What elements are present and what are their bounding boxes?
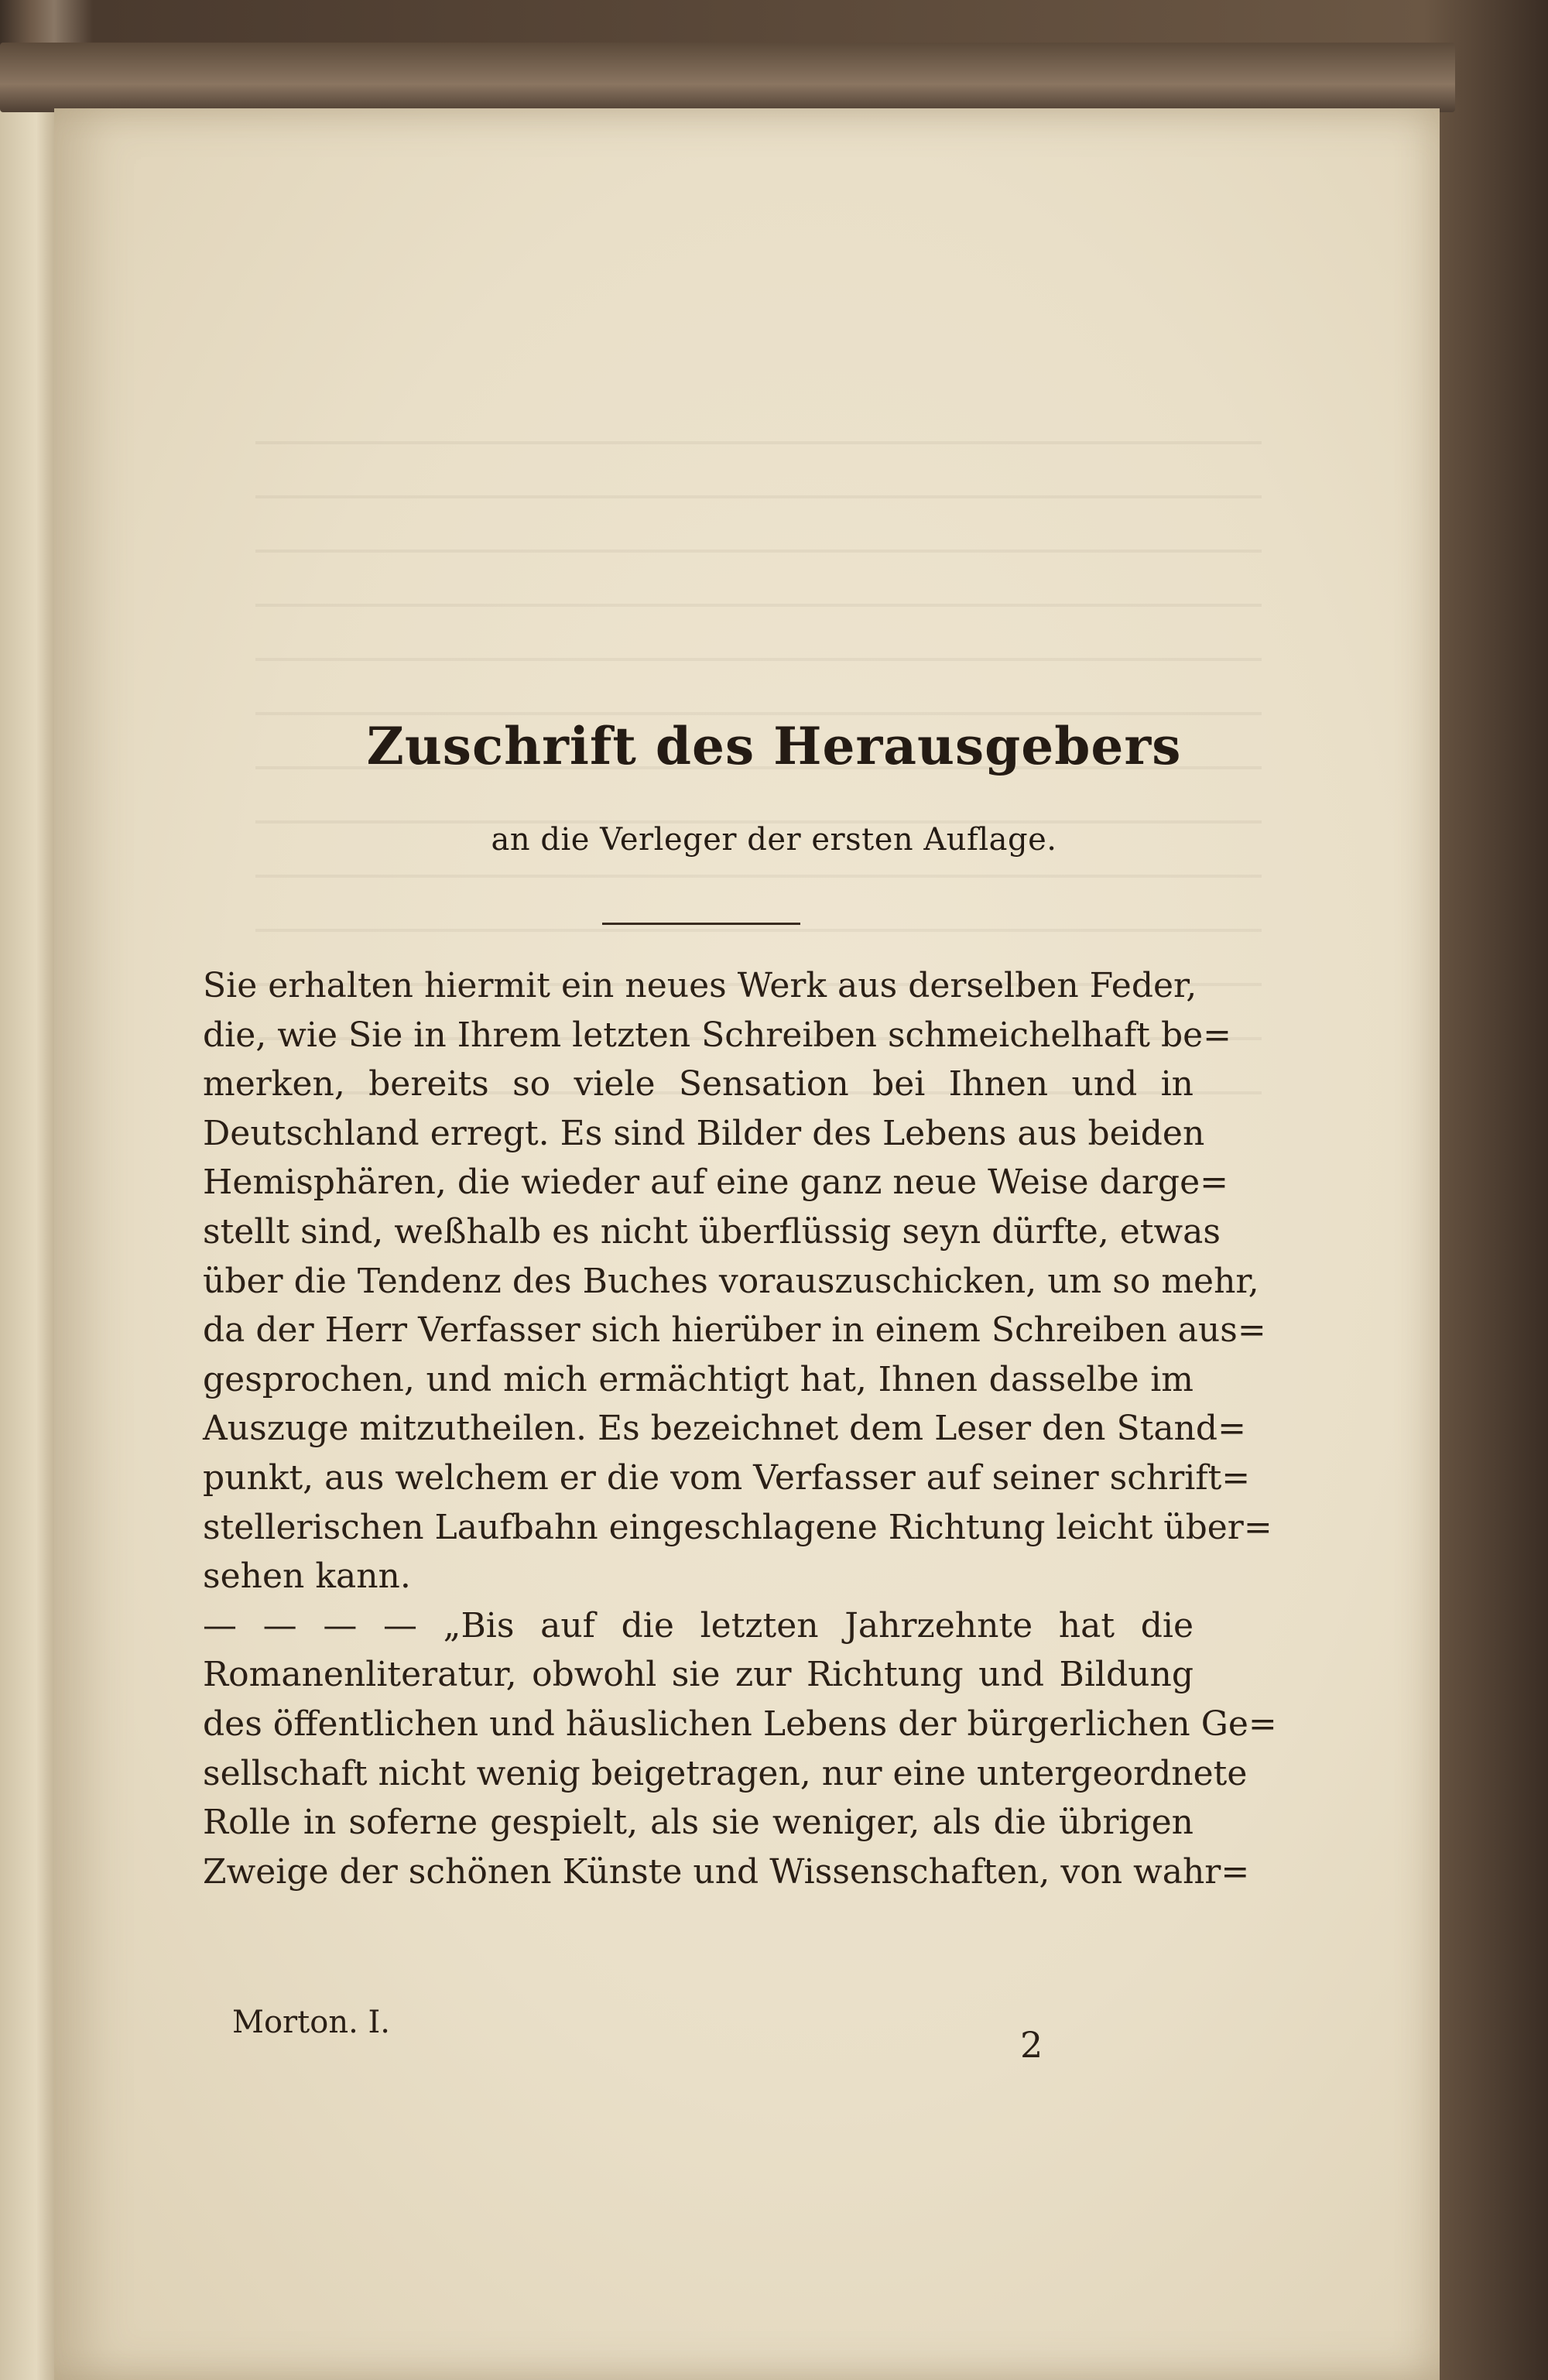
text-line: über die Tendenz des Buches vorauszuschicken, um so mehr,	[203, 1261, 1259, 1301]
book-binding-top	[0, 43, 1455, 112]
text-line: Rolle in soferne gespielt, als sie weniger, als die übrigen	[203, 1803, 1194, 1843]
page-number: 2	[1020, 2024, 1043, 2066]
text-line: — — — — „Bis auf die letzten Jahrzehnte hat die	[203, 1605, 1194, 1645]
text-line: des öffentlichen und häuslichen Lebens der bürgerlichen Ge=	[203, 1704, 1277, 1744]
page-title: Zuschrift des Herausgebers	[366, 716, 1182, 776]
text-line: stellerischen Laufbahn eingeschlagene Richtung leicht über=	[203, 1507, 1272, 1547]
text-line: stellt sind, weßhalb es nicht überflüssig seyn dürfte, etwas	[203, 1211, 1221, 1252]
text-line: punkt, aus welchem er die vom Verfasser auf seiner schrift=	[203, 1457, 1251, 1498]
text-line: die, wie Sie in Ihrem letzten Schreiben schmeichelhaft be=	[203, 1015, 1232, 1055]
text-line: sellschaft nicht wenig beigetragen, nur eine untergeordnete	[203, 1753, 1248, 1793]
text-line: Sie erhalten hiermit ein neues Werk aus derselben Feder,	[203, 966, 1197, 1005]
text-line: Zweige der schönen Künste und Wissenschaften, von wahr=	[203, 1851, 1250, 1892]
signature-mark: Morton. I.	[232, 2005, 391, 2040]
left-page-edge	[0, 93, 60, 2380]
text-line: gesprochen, und mich ermächtigt hat, Ihnen dasselbe im	[203, 1359, 1194, 1399]
text-line: Auszuge mitzutheilen. Es bezeichnet dem Leser den Stand=	[203, 1409, 1246, 1449]
text-line: Deutschland erregt. Es sind Bilder des Lebens aus beiden	[203, 1113, 1205, 1153]
text-line: Hemisphären, die wieder auf eine ganz neue Weise darge=	[203, 1163, 1228, 1203]
text-line: sehen kann.	[203, 1556, 411, 1597]
page-subtitle: an die Verleger der ersten Auflage.	[491, 822, 1057, 858]
text-line: merken, bereits so viele Sensation bei Ihnen und in	[203, 1064, 1194, 1104]
body-text	[203, 961, 1277, 1896]
title-divider	[602, 923, 800, 925]
text-line: Romanenliteratur, obwohl sie zur Richtung und Bildung	[203, 1655, 1194, 1695]
text-line: da der Herr Verfasser sich hierüber in einem Schreiben aus=	[203, 1310, 1266, 1351]
